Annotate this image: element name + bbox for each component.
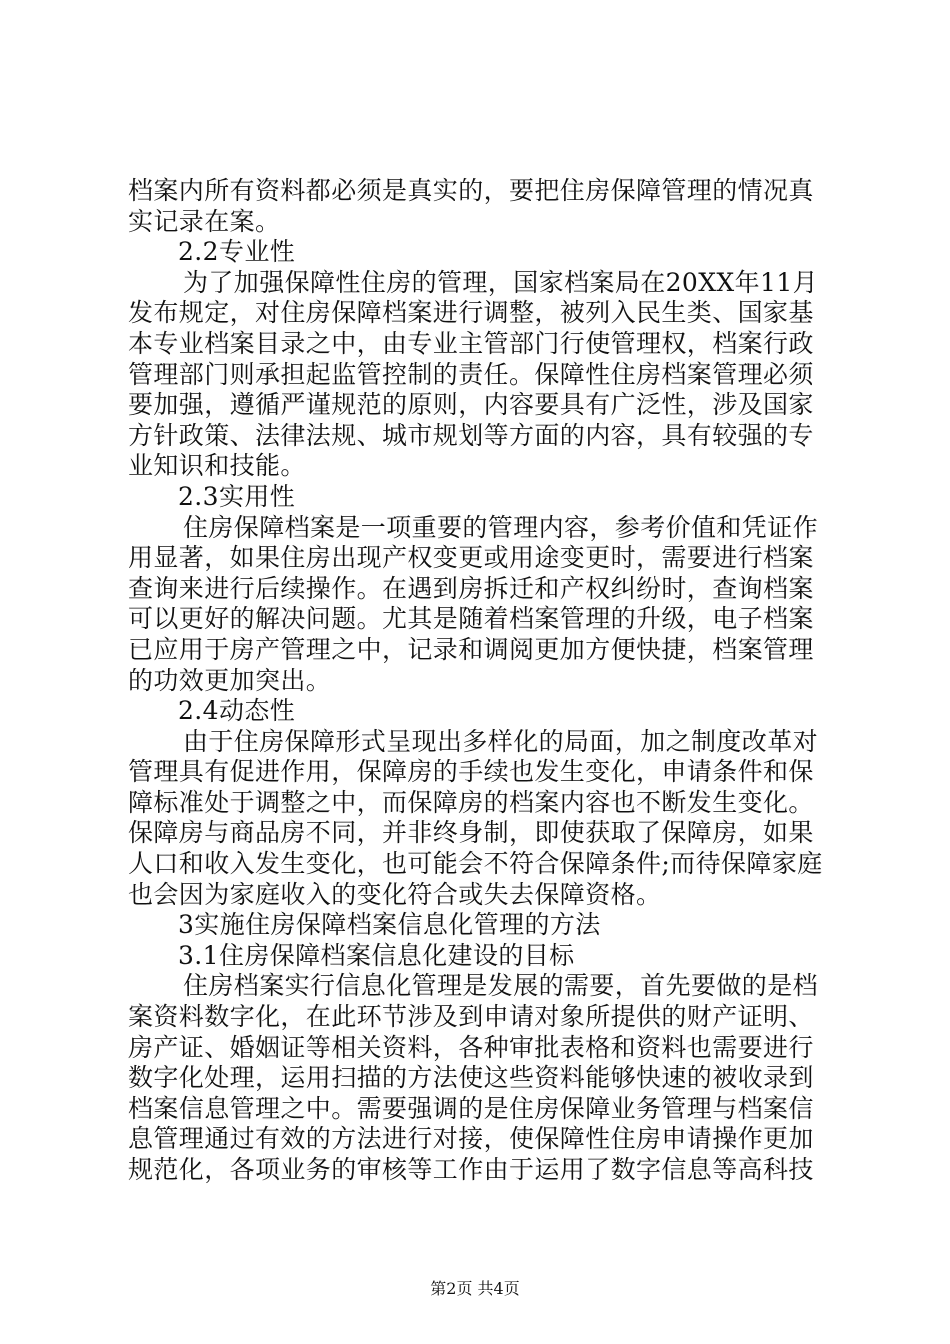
text-line: 实记录在案。 — [128, 206, 281, 236]
text-line: 已应用于房产管理之中，记录和调阅更加方便快捷，档案管理 — [128, 634, 814, 664]
page-number-footer: 第2页 共4页 — [430, 1279, 520, 1298]
text-line: 用显著，如果住房出现产权变更或用途变更时，需要进行档案 — [128, 543, 814, 573]
section-heading: 3.1住房保障档案信息化建设的目标 — [178, 940, 575, 970]
text-line: 数字化处理，运用扫描的方法使这些资料能够快速的被收录到 — [128, 1063, 814, 1093]
document-body — [128, 176, 828, 1186]
text-line: 住房档案实行信息化管理是发展的需要，首先要做的是档 — [183, 971, 819, 1001]
text-line: 房产证、婚姻证等相关资料，各种审批表格和资料也需要进行 — [128, 1032, 814, 1062]
text-line: 要加强，遵循严谨规范的原则，内容要具有广泛性，涉及国家 — [128, 390, 814, 420]
section-heading: 2.3实用性 — [178, 481, 296, 511]
text-line: 也会因为家庭收入的变化符合或失去保障资格。 — [128, 879, 662, 909]
text-line: 障标准处于调整之中，而保障房的档案内容也不断发生变化。 — [128, 787, 814, 817]
text-line: 业知识和技能。 — [128, 451, 306, 481]
text-line: 本专业档案目录之中，由专业主管部门行使管理权，档案行政 — [128, 328, 814, 358]
text-line: 为了加强保障性住房的管理，国家档案局在20XX年11月 — [183, 267, 819, 297]
text-line: 由于住房保障形式呈现出多样化的局面，加之制度改革对 — [183, 726, 819, 756]
section-heading: 2.2专业性 — [178, 237, 296, 267]
text-line: 档案信息管理之中。需要强调的是住房保障业务管理与档案信 — [128, 1093, 814, 1123]
text-line: 发布规定，对住房保障档案进行调整，被列入民生类、国家基 — [128, 298, 814, 328]
text-line: 人口和收入发生变化，也可能会不符合保障条件;而待保障家庭 — [128, 849, 823, 879]
text-line: 案资料数字化，在此环节涉及到申请对象所提供的财产证明、 — [128, 1002, 814, 1032]
text-line: 管理部门则承担起监管控制的责任。保障性住房档案管理必须 — [128, 359, 814, 389]
text-line: 可以更好的解决问题。尤其是随着档案管理的升级，电子档案 — [128, 604, 814, 634]
text-line: 方针政策、法律法规、城市规划等方面的内容，具有较强的专 — [128, 420, 814, 450]
section-heading: 3实施住房保障档案信息化管理的方法 — [178, 910, 601, 940]
text-line: 的功效更加突出。 — [128, 665, 332, 695]
section-heading: 2.4动态性 — [178, 696, 296, 726]
text-line: 查询来进行后续操作。在遇到房拆迁和产权纠纷时，查询档案 — [128, 573, 814, 603]
text-line: 规范化，各项业务的审核等工作由于运用了数字信息等高科技 — [128, 1155, 814, 1184]
text-line: 档案内所有资料都必须是真实的，要把住房保障管理的情况真 — [128, 176, 814, 205]
text-line: 住房保障档案是一项重要的管理内容，参考价值和凭证作 — [183, 512, 819, 542]
text-line: 保障房与商品房不同，并非终身制，即使获取了保障房，如果 — [128, 818, 814, 848]
text-line: 息管理通过有效的方法进行对接，使保障性住房申请操作更加 — [128, 1124, 814, 1154]
text-line: 管理具有促进作用，保障房的手续也发生变化，申请条件和保 — [128, 757, 814, 787]
